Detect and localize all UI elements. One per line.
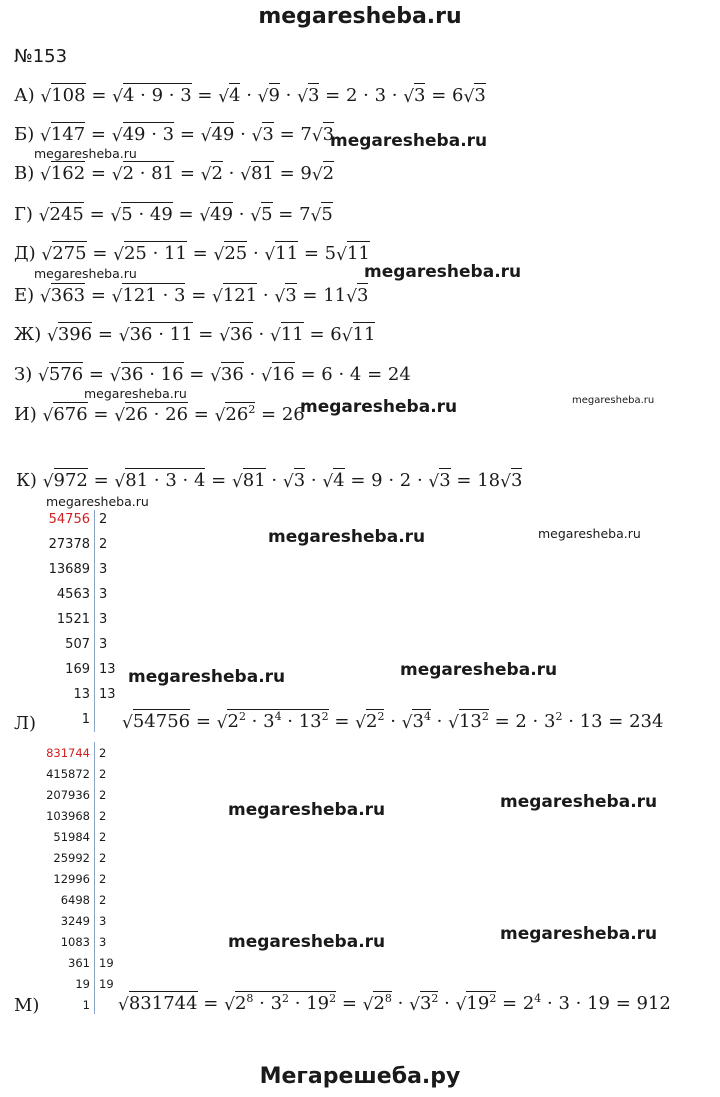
line-v: В) √162 = √2 · 81 = √2 · √81 = 9√2: [14, 163, 335, 185]
watermark: megaresheba.ru: [34, 266, 137, 281]
factor-dividend: 4563: [56, 587, 90, 602]
line-m-label: М): [14, 995, 40, 1016]
factor-divisor: 19: [99, 977, 114, 991]
line-b: Б) √147 = √49 · 3 = √49 · √3 = 7√3: [14, 124, 335, 146]
factor-dividend: 1083: [60, 935, 90, 949]
factor-divisor: 2: [99, 746, 107, 760]
line-z: З) √576 = √36 · 16 = √36 · √16 = 6 · 4 = 24: [14, 364, 411, 386]
factor-divisor: 3: [99, 637, 108, 652]
factor-divisor: 2: [99, 788, 107, 802]
watermark: megaresheba.ru: [34, 146, 137, 161]
factor-dividend: 27378: [48, 537, 90, 552]
watermark: megaresheba.ru: [500, 792, 658, 812]
factor-dividend: 1: [81, 712, 90, 727]
watermark: megaresheba.ru: [228, 932, 386, 952]
factor-divisor: 2: [99, 809, 107, 823]
problem-number: №153: [14, 46, 68, 67]
line-zh: Ж) √396 = √36 · 11 = √36 · √11 = 6√11: [14, 324, 376, 346]
factor-dividend: 207936: [46, 788, 90, 802]
site-header[interactable]: megaresheba.ru: [258, 4, 462, 29]
line-a: А) √108 = √4 · 9 · 3 = √4 · √9 · √3 = 2 · 3 · √3 = 6√3: [14, 85, 486, 107]
watermark: megaresheba.ru: [46, 494, 149, 509]
factor-divisor: 3: [99, 562, 108, 577]
factor-dividend: 51984: [53, 830, 90, 844]
factor-dividend: 13: [73, 687, 90, 702]
line-m: $√831744 = √2^8 \cdot 3^2 \cdot 19^2 = √2^8 \cdot √3^2 \cdot √19^2 = 2^4 \cdot 3 \cdot 19 = 912$: [118, 992, 671, 1015]
watermark: megaresheba.ru: [300, 397, 458, 417]
factor-dividend: 831744: [46, 746, 90, 760]
factor-divisor: 2: [99, 512, 108, 527]
line-l: $√54756 = √2^2 \cdot 3^4 \cdot 13^2 = √2^2 \cdot √3^4 \cdot √13^2 = 2 \cdot 3^2 \cdot 13 = 234$: [122, 710, 664, 733]
line-i: И) $√676 = √26 \cdot 26 = √26^2 = 26$: [14, 403, 305, 426]
line-l-label: Л): [14, 713, 37, 734]
factor-divisor: 2: [99, 872, 107, 886]
divider-line: [94, 742, 95, 1014]
line-d: Д) √275 = √25 · 11 = √25 · √11 = 5√11: [14, 243, 370, 265]
factor-dividend: 507: [65, 637, 90, 652]
factor-divisor: 3: [99, 914, 107, 928]
watermark: megaresheba.ru: [228, 800, 386, 820]
factor-divisor: 2: [99, 767, 107, 781]
watermark: megaresheba.ru: [268, 527, 426, 547]
factor-divisor: 2: [99, 830, 107, 844]
factor-dividend: 1: [82, 998, 90, 1012]
site-footer[interactable]: Мегарешеба.ру: [259, 1064, 461, 1089]
watermark: megaresheba.ru: [538, 526, 641, 541]
factor-dividend: 3249: [60, 914, 90, 928]
factor-divisor: 19: [99, 956, 114, 970]
factor-divisor: 3: [99, 612, 108, 627]
divider-line: [94, 510, 95, 732]
factor-dividend: 25992: [53, 851, 90, 865]
watermark: megaresheba.ru: [500, 924, 658, 944]
factor-divisor: 3: [99, 935, 107, 949]
factor-divisor: 2: [99, 537, 108, 552]
watermark: megaresheba.ru: [330, 131, 488, 151]
factor-dividend: 12996: [53, 872, 90, 886]
watermark: megaresheba.ru: [128, 667, 286, 687]
factor-divisor: 2: [99, 851, 107, 865]
factor-divisor: 13: [99, 687, 116, 702]
factor-dividend: 19: [75, 977, 90, 991]
factor-divisor: 13: [99, 662, 116, 677]
factor-divisor: 3: [99, 587, 108, 602]
watermark: megaresheba.ru: [84, 386, 187, 401]
line-e: Е) √363 = √121 · 3 = √121 · √3 = 11√3: [14, 285, 369, 307]
factor-dividend: 6498: [60, 893, 90, 907]
factor-divisor: 2: [99, 893, 107, 907]
watermark: megaresheba.ru: [572, 395, 655, 406]
factor-dividend: 415872: [46, 767, 90, 781]
factor-dividend: 361: [68, 956, 90, 970]
factor-dividend: 54756: [48, 512, 90, 527]
line-k: К) √972 = √81 · 3 · 4 = √81 · √3 · √4 = 9 · 2 · √3 = 18√3: [16, 470, 523, 492]
watermark: megaresheba.ru: [364, 262, 522, 282]
watermark: megaresheba.ru: [400, 660, 558, 680]
line-g: Г) √245 = √5 · 49 = √49 · √5 = 7√5: [14, 204, 333, 226]
factor-dividend: 13689: [48, 562, 90, 577]
factor-dividend: 169: [65, 662, 90, 677]
factor-dividend: 1521: [56, 612, 90, 627]
factor-dividend: 103968: [46, 809, 90, 823]
